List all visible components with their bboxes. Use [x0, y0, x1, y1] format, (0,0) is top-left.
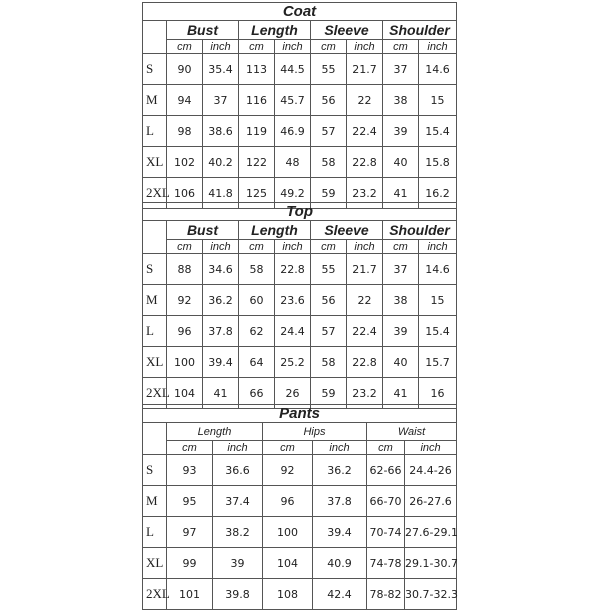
- cell: 37.4: [213, 486, 263, 517]
- unit-inch: inch: [275, 240, 311, 254]
- unit-inch: inch: [313, 441, 367, 455]
- top-group-length: Length: [239, 221, 311, 240]
- cell: 62-66: [367, 455, 405, 486]
- cell: 41: [383, 178, 419, 209]
- unit-cm: cm: [263, 441, 313, 455]
- cell: 39: [383, 316, 419, 347]
- cell: 44.5: [275, 54, 311, 85]
- cell: 25.2: [275, 347, 311, 378]
- cell: 58: [239, 254, 275, 285]
- cell: 56: [311, 285, 347, 316]
- size-label: 2XL: [143, 579, 167, 610]
- unit-cm: cm: [167, 441, 213, 455]
- table-row: [143, 347, 457, 378]
- cell: 26-27.6: [405, 486, 457, 517]
- cell: 27.6-29.1: [405, 517, 457, 548]
- cell: 56: [311, 85, 347, 116]
- table-row: [143, 579, 457, 610]
- cell: 96: [263, 486, 313, 517]
- cell: 41.8: [203, 178, 239, 209]
- unit-inch: inch: [405, 441, 457, 455]
- cell: 58: [311, 147, 347, 178]
- cell: 38.6: [203, 116, 239, 147]
- table-row: [143, 285, 457, 316]
- unit-inch: inch: [347, 240, 383, 254]
- corner-cell: [143, 423, 167, 455]
- cell: 116: [239, 85, 275, 116]
- corner-cell: [143, 21, 167, 54]
- cell: 101: [167, 579, 213, 610]
- cell: 102: [167, 147, 203, 178]
- pants-size-table: [142, 404, 457, 610]
- cell: 16: [419, 378, 457, 409]
- table-row: [143, 486, 457, 517]
- size-label: S: [143, 54, 167, 85]
- top-group-shoulder: Shoulder: [383, 221, 457, 240]
- cell: 55: [311, 54, 347, 85]
- size-label: M: [143, 85, 167, 116]
- cell: 59: [311, 378, 347, 409]
- cell: 99: [167, 548, 213, 579]
- unit-inch: inch: [275, 40, 311, 54]
- cell: 104: [167, 378, 203, 409]
- cell: 55: [311, 254, 347, 285]
- corner-cell: [143, 221, 167, 254]
- cell: 59: [311, 178, 347, 209]
- size-label: M: [143, 486, 167, 517]
- cell: 57: [311, 316, 347, 347]
- top-group-sleeve: Sleeve: [311, 221, 383, 240]
- cell: 58: [311, 347, 347, 378]
- size-label: XL: [143, 347, 167, 378]
- cell: 94: [167, 85, 203, 116]
- table-row: [143, 116, 457, 147]
- cell: 60: [239, 285, 275, 316]
- pants-group-hips: Hips: [263, 423, 367, 441]
- cell: 113: [239, 54, 275, 85]
- cell: 38: [383, 285, 419, 316]
- cell: 39.4: [203, 347, 239, 378]
- cell: 74-78: [367, 548, 405, 579]
- unit-cm: cm: [367, 441, 405, 455]
- coat-group-bust: Bust: [167, 21, 239, 40]
- cell: 96: [167, 316, 203, 347]
- top-title: Top: [143, 203, 457, 221]
- cell: 15: [419, 85, 457, 116]
- cell: 36.6: [213, 455, 263, 486]
- cell: 14.6: [419, 254, 457, 285]
- unit-inch: inch: [213, 441, 263, 455]
- cell: 66-70: [367, 486, 405, 517]
- unit-inch: inch: [347, 40, 383, 54]
- cell: 29.1-30.7: [405, 548, 457, 579]
- table-row: [143, 147, 457, 178]
- cell: 21.7: [347, 54, 383, 85]
- cell: 41: [383, 378, 419, 409]
- cell: 93: [167, 455, 213, 486]
- cell: 122: [239, 147, 275, 178]
- cell: 40: [383, 347, 419, 378]
- cell: 23.6: [275, 285, 311, 316]
- size-label: 2XL: [143, 378, 167, 409]
- cell: 37: [203, 85, 239, 116]
- unit-cm: cm: [239, 40, 275, 54]
- top-size-table: [142, 202, 457, 409]
- size-label: L: [143, 517, 167, 548]
- cell: 22.8: [347, 147, 383, 178]
- cell: 38: [383, 85, 419, 116]
- cell: 119: [239, 116, 275, 147]
- cell: 125: [239, 178, 275, 209]
- cell: 39.4: [313, 517, 367, 548]
- unit-inch: inch: [203, 240, 239, 254]
- cell: 37: [383, 254, 419, 285]
- size-label: L: [143, 116, 167, 147]
- coat-group-shoulder: Shoulder: [383, 21, 457, 40]
- cell: 48: [275, 147, 311, 178]
- cell: 24.4: [275, 316, 311, 347]
- size-label: XL: [143, 548, 167, 579]
- pants-group-waist: Waist: [367, 423, 457, 441]
- cell: 40.9: [313, 548, 367, 579]
- table-row: [143, 517, 457, 548]
- cell: 24.4-26: [405, 455, 457, 486]
- cell: 64: [239, 347, 275, 378]
- unit-cm: cm: [311, 40, 347, 54]
- cell: 15: [419, 285, 457, 316]
- cell: 95: [167, 486, 213, 517]
- unit-inch: inch: [203, 40, 239, 54]
- cell: 37.8: [203, 316, 239, 347]
- table-row: [143, 455, 457, 486]
- size-label: XL: [143, 147, 167, 178]
- cell: 36.2: [203, 285, 239, 316]
- cell: 15.7: [419, 347, 457, 378]
- coat-size-table: [142, 2, 457, 209]
- cell: 92: [263, 455, 313, 486]
- pants-title: Pants: [143, 405, 457, 423]
- cell: 39: [213, 548, 263, 579]
- cell: 108: [263, 579, 313, 610]
- table-row: [143, 54, 457, 85]
- cell: 23.2: [347, 378, 383, 409]
- cell: 62: [239, 316, 275, 347]
- cell: 15.8: [419, 147, 457, 178]
- size-label: L: [143, 316, 167, 347]
- unit-cm: cm: [167, 40, 203, 54]
- table-row: [143, 548, 457, 579]
- cell: 97: [167, 517, 213, 548]
- size-label: M: [143, 285, 167, 316]
- table-row: [143, 254, 457, 285]
- table-row: [143, 316, 457, 347]
- cell: 100: [167, 347, 203, 378]
- cell: 22: [347, 285, 383, 316]
- unit-inch: inch: [419, 40, 457, 54]
- cell: 26: [275, 378, 311, 409]
- cell: 30.7-32.3: [405, 579, 457, 610]
- cell: 39.8: [213, 579, 263, 610]
- cell: 78-82: [367, 579, 405, 610]
- cell: 15.4: [419, 316, 457, 347]
- cell: 22: [347, 85, 383, 116]
- cell: 34.6: [203, 254, 239, 285]
- unit-cm: cm: [383, 40, 419, 54]
- cell: 92: [167, 285, 203, 316]
- cell: 49.2: [275, 178, 311, 209]
- table-row: [143, 85, 457, 116]
- cell: 22.4: [347, 316, 383, 347]
- size-label: 2XL: [143, 178, 167, 209]
- cell: 22.4: [347, 116, 383, 147]
- cell: 36.2: [313, 455, 367, 486]
- cell: 37.8: [313, 486, 367, 517]
- cell: 39: [383, 116, 419, 147]
- cell: 37: [383, 54, 419, 85]
- pants-group-length: Length: [167, 423, 263, 441]
- cell: 22.8: [275, 254, 311, 285]
- top-group-bust: Bust: [167, 221, 239, 240]
- cell: 42.4: [313, 579, 367, 610]
- cell: 22.8: [347, 347, 383, 378]
- cell: 88: [167, 254, 203, 285]
- coat-group-sleeve: Sleeve: [311, 21, 383, 40]
- cell: 100: [263, 517, 313, 548]
- cell: 40: [383, 147, 419, 178]
- cell: 106: [167, 178, 203, 209]
- cell: 41: [203, 378, 239, 409]
- unit-inch: inch: [419, 240, 457, 254]
- cell: 21.7: [347, 254, 383, 285]
- size-label: S: [143, 254, 167, 285]
- cell: 98: [167, 116, 203, 147]
- cell: 14.6: [419, 54, 457, 85]
- cell: 66: [239, 378, 275, 409]
- cell: 35.4: [203, 54, 239, 85]
- unit-cm: cm: [239, 240, 275, 254]
- size-label: S: [143, 455, 167, 486]
- cell: 70-74: [367, 517, 405, 548]
- cell: 38.2: [213, 517, 263, 548]
- cell: 90: [167, 54, 203, 85]
- coat-title: Coat: [143, 3, 457, 21]
- cell: 104: [263, 548, 313, 579]
- cell: 45.7: [275, 85, 311, 116]
- coat-group-length: Length: [239, 21, 311, 40]
- cell: 16.2: [419, 178, 457, 209]
- unit-cm: cm: [167, 240, 203, 254]
- cell: 57: [311, 116, 347, 147]
- cell: 40.2: [203, 147, 239, 178]
- cell: 23.2: [347, 178, 383, 209]
- cell: 15.4: [419, 116, 457, 147]
- unit-cm: cm: [311, 240, 347, 254]
- cell: 46.9: [275, 116, 311, 147]
- unit-cm: cm: [383, 240, 419, 254]
